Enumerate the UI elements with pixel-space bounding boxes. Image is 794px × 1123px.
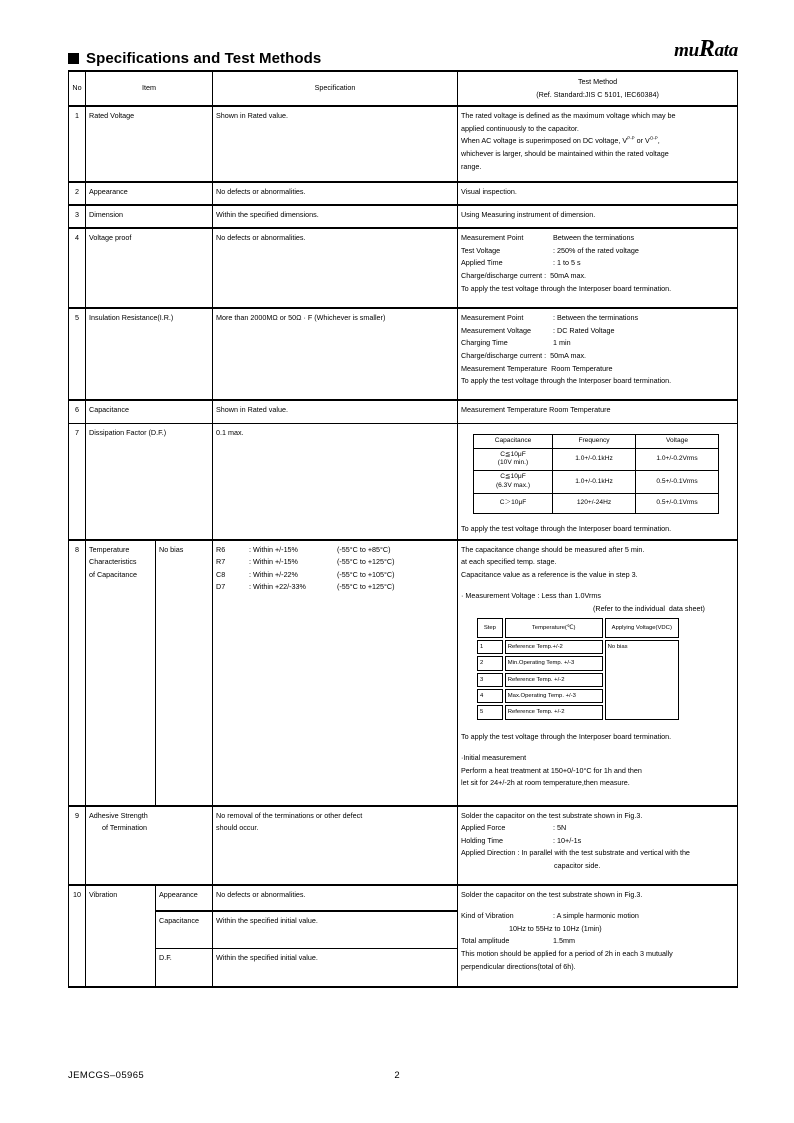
kv-value: 1 min <box>553 338 571 348</box>
df-cap-line2: (10V min.) <box>497 459 529 467</box>
superscript-op: O-P <box>649 135 658 141</box>
kv-value: Between the terminations <box>553 233 635 243</box>
temp-char-range: (-55°C to +105°C) <box>337 569 395 579</box>
test-line: Applied Direction : In parallel with the test substrate and vertical with the <box>461 848 690 858</box>
row-no: 10 <box>69 885 86 987</box>
df-cell-frequency: 120+/-24Hz <box>553 494 636 514</box>
specifications-table <box>68 70 738 988</box>
temp-char-tolerance: : Within +/-22% <box>249 569 298 579</box>
spacer <box>461 901 734 910</box>
row-test-method <box>458 308 738 400</box>
test-line: Solder the capacitor on the test substrate shown in Fig.3. <box>461 889 643 899</box>
row-test-method <box>458 806 738 885</box>
header-specification: Specification <box>213 71 458 106</box>
test-line: perpendicular directions(total of 6h). <box>461 961 576 971</box>
row-test-method: Using Measuring instrument of dimension. <box>458 205 738 228</box>
kv-key: Kind of Vibration <box>461 911 514 921</box>
test-line: Charge/discharge current : 50mA max. <box>461 350 587 360</box>
spacer <box>461 581 734 590</box>
step-cell-number: 1 <box>477 640 503 654</box>
row-specification <box>213 540 458 806</box>
row-test-method: Visual inspection. <box>458 182 738 205</box>
df-cell-voltage: 0.5+/-0.1Vrms <box>636 471 719 494</box>
step-cell-temperature: Max.Operating Temp. +/-3 <box>505 689 603 703</box>
test-line: To apply the test voltage through the Interposer board termination. <box>461 524 672 534</box>
df-cell-capacitance: C＞10μF <box>474 494 553 514</box>
temp-char-code: C8 <box>216 569 226 579</box>
kv-value: : 5N <box>553 823 567 833</box>
row-item: Insulation Resistance(I.R.) <box>86 308 213 400</box>
test-line: This motion should be applied for a period of 2h in each 3 mutually <box>461 949 673 958</box>
row-item: Voltage proof <box>86 228 213 308</box>
test-line: whichever is larger, should be maintained within the rated voltage <box>461 148 669 158</box>
df-cap-line2: (6.3V max.) <box>495 482 531 490</box>
inner-row <box>474 448 719 471</box>
page-title <box>68 50 321 67</box>
kv-value: : DC Rated Voltage <box>553 325 615 335</box>
spacer <box>461 722 734 731</box>
row-item-line1: Temperature <box>89 544 130 554</box>
df-cap-line1: C≦10μF <box>500 450 526 458</box>
kv-value: : A simple harmonic motion <box>553 911 639 921</box>
spec-line1: No removal of the terminations or other defect <box>216 810 363 820</box>
test-line: The rated voltage is defined as the maximum voltage which may be <box>461 111 676 121</box>
row-item-line3: of Capacitance <box>89 569 137 579</box>
step-cell-number: 2 <box>477 656 503 670</box>
row-no: 1 <box>69 106 86 182</box>
inner-row <box>474 494 719 514</box>
table-row <box>69 308 738 400</box>
test-line: Perform a heat treatment at 150+0/-10°C for 1h and then <box>461 765 642 775</box>
row-item: Dimension <box>86 205 213 228</box>
kv-key: Measurement Point <box>461 233 524 243</box>
row-specification: Within the specified initial value. <box>213 911 458 949</box>
kv-key: Measurement Point <box>461 313 524 323</box>
header-test-method <box>458 71 738 106</box>
temp-char-range: (-55°C to +85°C) <box>337 544 391 554</box>
row-specification: No defects or abnormalities. <box>213 182 458 205</box>
kv-value: : 250% of the rated voltage <box>553 245 639 255</box>
temp-char-tolerance: : Within +/-15% <box>249 557 298 567</box>
row-subitem: No bias <box>156 540 213 806</box>
df-cell-voltage: 1.0+/-0.2Vrms <box>636 448 719 471</box>
test-line: Charge/discharge current : 50mA max. <box>461 270 587 280</box>
table-row <box>69 423 738 539</box>
row-item-line1: Adhesive Strength <box>89 810 148 820</box>
inner-row <box>477 640 679 654</box>
temp-char-range: (-55°C to +125°C) <box>337 557 395 567</box>
temp-char-line <box>216 581 454 594</box>
test-line: To apply the test voltage through the Interposer board termination. <box>461 376 672 386</box>
spacer <box>461 514 734 523</box>
row-no: 6 <box>69 400 86 423</box>
df-header-capacitance: Capacitance <box>474 434 553 448</box>
test-line-part: , <box>657 136 660 146</box>
test-line: ·Initial measurement <box>461 753 527 763</box>
test-line: capacitor side. <box>554 861 601 870</box>
kv-value: : Between the terminations <box>553 313 639 323</box>
table-row <box>69 106 738 182</box>
temp-char-code: R6 <box>216 544 226 554</box>
row-specification: No defects or abnormalities. <box>213 228 458 308</box>
df-cell-frequency: 1.0+/-0.1kHz <box>553 448 636 471</box>
header-test-method-line2: (Ref. Standard:JIS C 5101, IEC60384) <box>536 89 659 99</box>
row-test-method <box>458 885 738 987</box>
test-line: 10Hz to 55Hz to 10Hz (1min) <box>509 923 602 933</box>
murata-logo <box>674 36 738 63</box>
row-no: 4 <box>69 228 86 308</box>
temp-char-code: D7 <box>216 582 226 592</box>
row-item-line2: Characteristics <box>89 557 137 567</box>
kv-key: Total amplitude <box>461 936 510 946</box>
test-kv-line <box>461 910 734 923</box>
row-no: 8 <box>69 540 86 806</box>
test-kv-line <box>461 325 734 338</box>
test-line: · Measurement Voltage : Less than 1.0Vrms <box>461 591 601 601</box>
step-cell-temperature: Reference Temp.+/-2 <box>505 640 603 654</box>
df-cell-frequency: 1.0+/-0.1kHz <box>553 471 636 494</box>
row-no: 9 <box>69 806 86 885</box>
test-kv-line <box>461 337 734 350</box>
table-row <box>69 885 738 911</box>
page-title-text: Specifications and Test Methods <box>86 50 322 67</box>
test-line: (Refer to the individual data sheet) <box>593 604 705 613</box>
test-line: Measurement Temperature Room Temperature <box>461 363 613 373</box>
row-item: Dissipation Factor (D.F.) <box>86 423 213 539</box>
test-kv-line <box>461 232 734 245</box>
header-item: Item <box>86 71 213 106</box>
kv-key: Measurement Voltage <box>461 325 531 335</box>
test-kv-line <box>461 835 734 848</box>
test-line-part: When AC voltage is superimposed on DC voltage, V <box>461 136 628 146</box>
step-cell-temperature: Min.Operating Temp. +/-3 <box>505 656 603 670</box>
kv-value: : 1 to 5 s <box>553 258 581 268</box>
step-cell-voltage: No bias <box>605 640 679 720</box>
table-row <box>69 400 738 423</box>
row-specification: Shown in Rated value. <box>213 106 458 182</box>
row-specification: More than 2000MΩ or 50Ω · F (Whichever is smaller) <box>213 308 458 400</box>
row-item: Vibration <box>86 885 156 987</box>
df-header-voltage: Voltage <box>636 434 719 448</box>
test-line: at each specified temp. stage. <box>461 557 557 567</box>
temp-char-tolerance: : Within +/-15% <box>249 544 298 554</box>
bullet-square-icon <box>68 53 79 64</box>
step-cell-number: 5 <box>477 705 503 719</box>
df-cell-voltage: 0.5+/-0.1Vrms <box>636 494 719 514</box>
table-row <box>69 205 738 228</box>
logo-text-pre: mu <box>674 40 699 61</box>
header-test-method-line1: Test Method <box>577 77 618 86</box>
step-header-step: Step <box>477 618 503 638</box>
row-item <box>86 806 213 885</box>
inner-header-row <box>474 434 719 448</box>
test-line-part: or V <box>634 136 650 146</box>
inner-header-row <box>477 618 679 638</box>
row-test-method <box>458 423 738 539</box>
row-test-method <box>458 106 738 182</box>
step-cell-number: 4 <box>477 689 503 703</box>
superscript-pp: P-P <box>627 135 635 141</box>
test-kv-line <box>461 245 734 258</box>
temp-char-range: (-55°C to +125°C) <box>337 582 395 592</box>
header-no: No <box>69 71 86 106</box>
row-specification <box>213 806 458 885</box>
kv-key: Holding Time <box>461 835 503 845</box>
table-row <box>69 540 738 806</box>
row-subitem: Capacitance <box>156 911 213 949</box>
row-no: 7 <box>69 423 86 539</box>
row-item <box>86 540 156 806</box>
step-cell-temperature: Reference Temp. +/-2 <box>505 705 603 719</box>
row-test-method: Measurement Temperature Room Temperature <box>458 400 738 423</box>
test-line: Capacitance value as a reference is the value in step 3. <box>461 569 638 579</box>
step-cell-number: 3 <box>477 673 503 687</box>
test-line: To apply the test voltage through the Interposer board termination. <box>461 283 672 293</box>
row-item: Rated Voltage <box>86 106 213 182</box>
spacer <box>461 743 734 752</box>
kv-value: 1.5mm <box>553 936 575 946</box>
row-specification: 0.1 max. <box>213 423 458 539</box>
test-line: applied continuously to the capacitor. <box>461 123 579 133</box>
df-cap-line1: C≦10μF <box>500 473 526 481</box>
test-line <box>461 135 734 148</box>
test-line: Solder the capacitor on the test substrate shown in Fig.3. <box>461 810 643 820</box>
kv-key: Test Voltage <box>461 245 501 255</box>
row-specification: Shown in Rated value. <box>213 400 458 423</box>
footer-document-id: JEMCGS–05965 <box>68 1070 145 1081</box>
test-kv-line <box>461 312 734 325</box>
row-item-line2: of Termination <box>102 823 148 833</box>
df-header-frequency: Frequency <box>553 434 636 448</box>
table-row <box>69 228 738 308</box>
step-header-temperature: Temperature(℃) <box>505 618 603 638</box>
test-kv-line <box>461 822 734 835</box>
row-no: 3 <box>69 205 86 228</box>
row-subitem: Appearance <box>156 885 213 911</box>
step-header-voltage: Applying Voltage(VDC) <box>605 618 679 638</box>
test-kv-line <box>461 935 734 948</box>
step-cell-temperature: Reference Temp. +/-2 <box>505 673 603 687</box>
kv-key: Applied Force <box>461 823 506 833</box>
row-item: Capacitance <box>86 400 213 423</box>
inner-row <box>474 471 719 494</box>
temp-char-line <box>216 569 454 582</box>
table-row <box>69 182 738 205</box>
kv-key: Applied Time <box>461 258 503 268</box>
row-specification: Within the specified dimensions. <box>213 205 458 228</box>
temp-char-tolerance: : Within +22/-33% <box>249 582 306 592</box>
row-no: 2 <box>69 182 86 205</box>
table-header-row <box>69 71 738 106</box>
spec-line2: should occur. <box>216 823 259 833</box>
kv-value: : 10+/-1s <box>553 835 582 845</box>
row-no: 5 <box>69 308 86 400</box>
row-specification: No defects or abnormalities. <box>213 885 458 911</box>
logo-text-post: ata <box>714 40 738 61</box>
temp-char-line <box>216 544 454 557</box>
footer-page-number: 2 <box>394 1070 400 1081</box>
row-test-method <box>458 228 738 308</box>
test-line: The capacitance change should be measured after 5 min. <box>461 544 645 554</box>
test-line: To apply the test voltage through the Interposer board termination. <box>461 731 672 741</box>
kv-key: Charging Time <box>461 338 508 348</box>
test-kv-line <box>461 257 734 270</box>
test-line: let sit for 24+/-2h at room temperature,then measure. <box>461 778 630 788</box>
temp-char-line <box>216 556 454 569</box>
dissipation-factor-table <box>473 434 719 514</box>
logo-text-cap: R <box>698 36 715 62</box>
df-cell-capacitance <box>474 448 553 471</box>
row-item: Appearance <box>86 182 213 205</box>
temp-char-code: R7 <box>216 557 226 567</box>
temperature-step-table <box>475 616 681 722</box>
test-line: range. <box>461 161 482 171</box>
row-test-method <box>458 540 738 806</box>
row-subitem: D.F. <box>156 949 213 987</box>
row-specification: Within the specified initial value. <box>213 949 458 987</box>
df-cell-capacitance <box>474 471 553 494</box>
table-row <box>69 806 738 885</box>
